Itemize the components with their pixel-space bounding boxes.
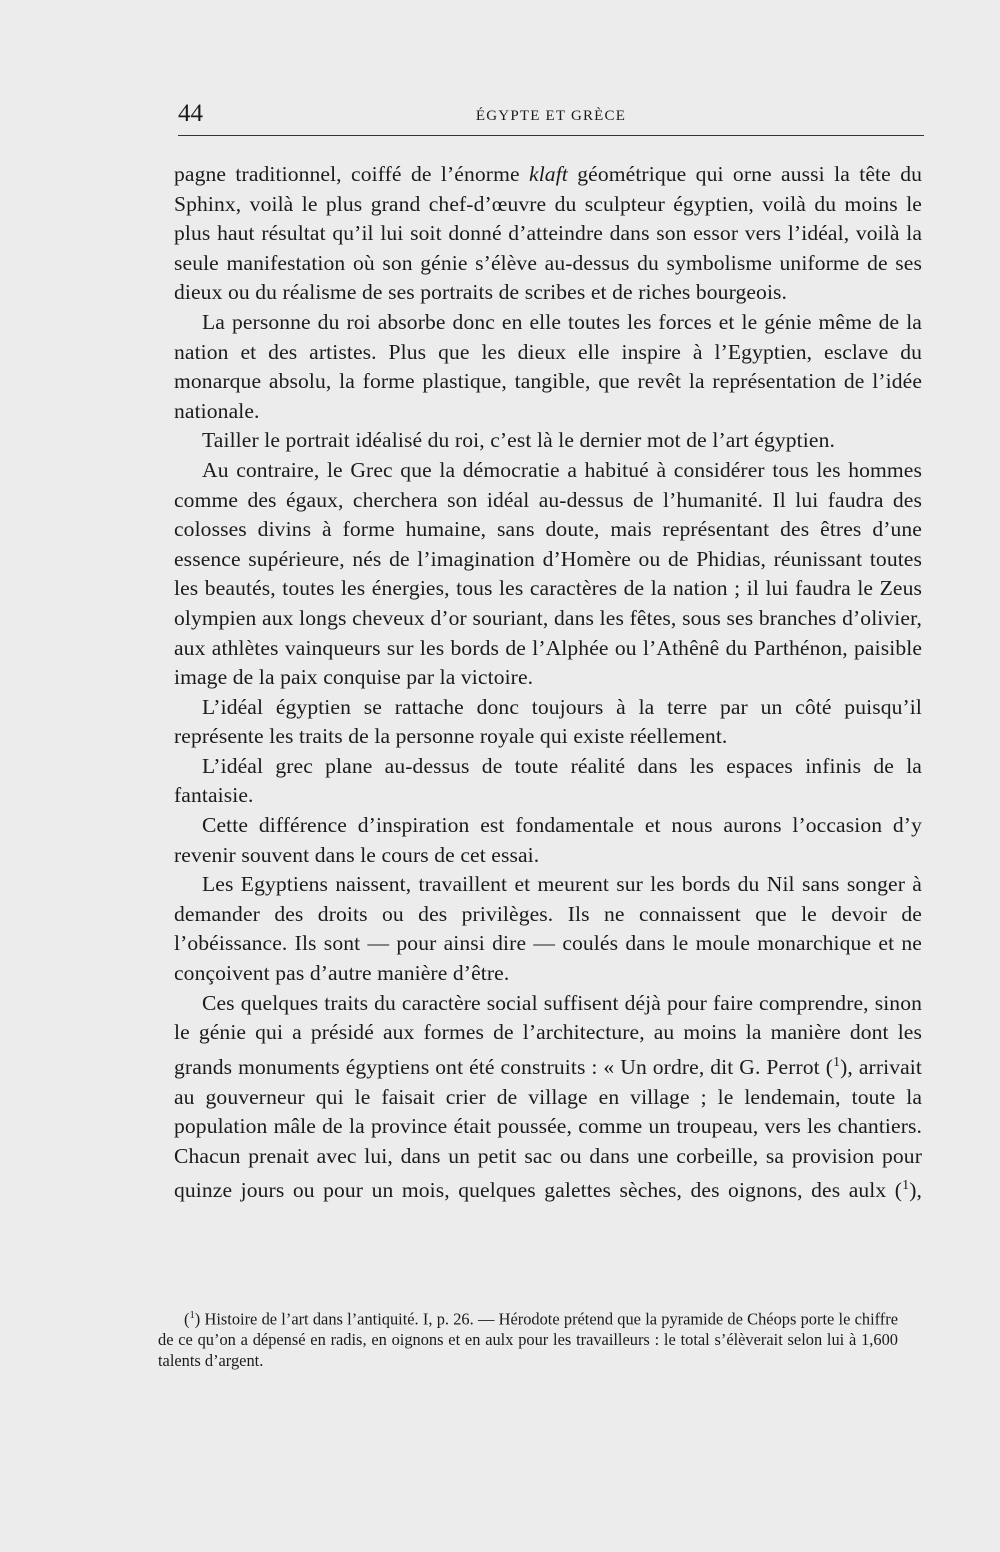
paragraph-2: La personne du roi absorbe donc en elle toutes les forces et le génie même de la nation et des artistes. Plus que les dieux elle inspire à l’Egyptien, esclave du monarque absolu, la forme plastique, tangible, que revêt la représentation de l’idée nationale. [174, 309, 922, 423]
paragraph-1-text-a: pagne traditionnel, coiffé de l’énorme [174, 162, 530, 186]
paragraph-9-text-c: ), [909, 1178, 922, 1203]
paragraph-5: L’idéal égyptien se rattache donc toujours à la terre par un côté puisqu’il représente les traits de la personne royale qui existe réellement. [174, 694, 922, 749]
paragraph-1-text-b: géométrique qui orne aussi la tête du Sphinx, voilà le plus grand chef-d’œuvre du sculpteur égyptien, voilà du moins le plus haut résultat qu’il lui soit donné d’atteindre dans son essor vers l’idéal, voilà la seule manifestation où son génie s’élève au-dessus du symbolisme uniforme de ses dieux ou du réalisme de ses portraits de scribes et de riches bourgeois. [174, 162, 922, 305]
footnote-marker: 1 [189, 1310, 195, 1321]
footnote-ref: 1 [902, 1177, 910, 1194]
header-rule [178, 135, 924, 136]
body-text [174, 160, 922, 1206]
paragraph-9 [174, 989, 922, 1207]
paragraph-9-text-a: Ces quelques traits du caractère social suffisent déjà pour faire comprendre, sinon le génie qui a présidé aux formes de l’architecture, au moins la manière dont les grands monuments égyptiens ont été construits : « Un ordre, dit G. Perrot ( [174, 990, 922, 1079]
paragraph-6: L’idéal grec plane au-dessus de toute réalité dans les espaces infinis de la fantaisie. [174, 753, 922, 808]
paragraph-9-text-b: ), arrivait au gouverneur qui le faisait crier de village en village ; le lendemain, toute la population mâle de la province était poussée, comme un troupeau, vers les chantiers. Chacun prenait avec lui, dans un petit sac ou dans une corbeille, sa provision pour quinze jours ou pour un mois, quelques galettes sèches, des oignons, des aulx ( [174, 1055, 923, 1203]
paragraph-4: Au contraire, le Grec que la démocratie a habitué à considérer tous les hommes comme des égaux, cherchera son idéal au-dessus de l’humanité. Il lui faudra des colosses divins à forme humaine, sans doute, mais représentant des êtres d’une essence supérieure, nés de l’imagination d’Homère ou de Phidias, réunissant toutes les beautés, toutes les énergies, tous les caractères de la nation ; il lui faudra le Zeus olympien aux longs cheveux d’or souriant, dans les fêtes, sous ses branches d’olivier, aux athlètes vainqueurs sur les bords de l’Alphée ou l’Athênê du Parthénon, paisible image de la paix conquise par la victoire. [174, 457, 922, 690]
paragraph-1 [174, 160, 922, 308]
footnote-ref: 1 [833, 1053, 841, 1070]
page-number: 44 [178, 100, 203, 127]
footnote-text: Histoire de l’art dans l’antiquité. I, p. 26. — Hérodote prétend que la pyramide de Chéops porte le chiffre de ce qu’on a dépensé en radis, en oignons et en aulx pour les travailleurs : le total s’élèverait selon lui à 1,600 talents d’argent. [158, 1309, 898, 1371]
page-header [178, 96, 924, 136]
footnote-1: ($^1$) Histoire de l’art dans l’antiquité. I, p. 26. — Hérodote prétend que la pyramide de Chéops porte le chiffre de ce qu’on a dépensé en radis, en oignons et en aulx pour les travailleurs : le total s’élèverait selon lui à 1,600 talents d’argent. [158, 1309, 898, 1371]
paragraph-8: Les Egyptiens naissent, travaillent et meurent sur les bords du Nil sans songer à demander des droits ou des privilèges. Ils ne connaissent que le devoir de l’obéissance. Ils sont — pour ainsi dire — coulés dans le moule monarchique et ne conçoivent pas d’autre manière d’être. [174, 872, 922, 986]
running-title: ÉGYPTE ET GRÈCE [475, 108, 627, 124]
paragraph-7: Cette différence d’inspiration est fondamentale et nous aurons l’occasion d’y revenir souvent dans le cours de cet essai. [174, 813, 922, 867]
klaft-term: klaft [529, 162, 568, 186]
paragraph-3: Tailler le portrait idéalisé du roi, c’est là le dernier mot de l’art égyptien. [202, 428, 835, 453]
footnotes [158, 1305, 898, 1371]
